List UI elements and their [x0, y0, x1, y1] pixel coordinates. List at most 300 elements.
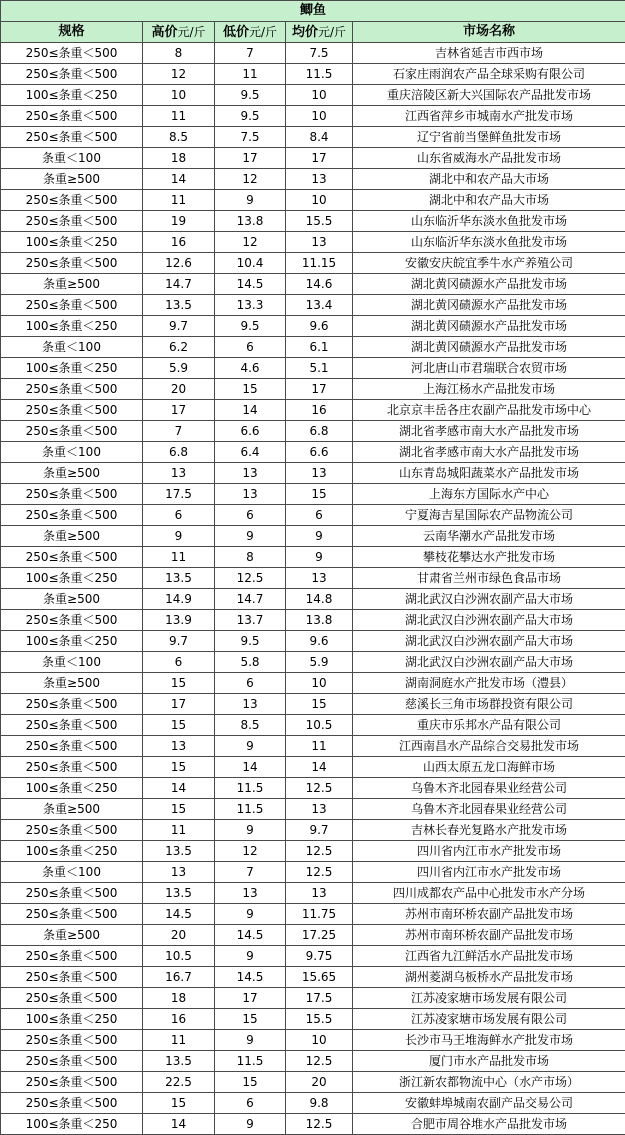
high-price-cell: 17	[143, 400, 215, 421]
high-price-cell: 14	[143, 778, 215, 799]
avg-price-cell: 13	[286, 883, 353, 904]
spec-cell: 250≤条重＜500	[1, 904, 143, 925]
market-name-cell: 湖州菱湖乌板桥水产品批发市场	[353, 967, 625, 988]
low-price-cell: 9	[215, 736, 286, 757]
market-name-cell: 甘肃省兰州市绿色食品市场	[353, 568, 625, 589]
table-row	[1, 967, 625, 988]
high-price-cell: 15	[143, 799, 215, 820]
avg-price-cell: 13	[286, 568, 353, 589]
low-price-cell: 11.5	[215, 799, 286, 820]
low-price-cell: 13.7	[215, 610, 286, 631]
table-row	[1, 1009, 625, 1030]
spec-cell: 250≤条重＜500	[1, 379, 143, 400]
avg-price-cell: 10	[286, 673, 353, 694]
market-name-cell: 苏州市南环桥农副产品批发市场	[353, 925, 625, 946]
high-price-cell: 12	[143, 64, 215, 85]
table-row	[1, 421, 625, 442]
spec-cell: 条重≥500	[1, 169, 143, 190]
spec-cell: 条重≥500	[1, 925, 143, 946]
market-name-cell: 乌鲁木齐北园春果业经营公司	[353, 799, 625, 820]
market-name-cell: 宁夏海吉星国际农产品物流公司	[353, 505, 625, 526]
spec-cell: 条重≥500	[1, 463, 143, 484]
market-name-cell: 厦门市水产品批发市场	[353, 1051, 625, 1072]
avg-price-cell: 11.75	[286, 904, 353, 925]
low-price-cell: 14.5	[215, 925, 286, 946]
high-price-cell: 11	[143, 820, 215, 841]
table-row	[1, 1072, 625, 1093]
high-price-cell: 11	[143, 1030, 215, 1051]
table-row	[1, 736, 625, 757]
market-name-cell: 安徽蚌埠城南农副产品交易公司	[353, 1093, 625, 1114]
table-row	[1, 1030, 625, 1051]
low-price-cell: 6.6	[215, 421, 286, 442]
table-row	[1, 106, 625, 127]
avg-price-cell: 16	[286, 400, 353, 421]
header-low	[215, 22, 286, 43]
low-price-cell: 15	[215, 1072, 286, 1093]
table-row	[1, 652, 625, 673]
avg-price-cell: 17	[286, 148, 353, 169]
avg-price-cell: 13	[286, 232, 353, 253]
market-name-cell: 湖北黄冈碛源水产品批发市场	[353, 295, 625, 316]
low-price-cell: 9	[215, 1114, 286, 1135]
market-name-cell: 上海江杨水产品批发市场	[353, 379, 625, 400]
spec-cell: 250≤条重＜500	[1, 736, 143, 757]
table-row	[1, 379, 625, 400]
market-name-cell: 山东临沂华东淡水鱼批发市场	[353, 232, 625, 253]
market-name-cell: 辽宁省前当堡鲜鱼批发市场	[353, 127, 625, 148]
avg-price-cell: 14.6	[286, 274, 353, 295]
spec-cell: 250≤条重＜500	[1, 43, 143, 64]
high-price-cell: 12.6	[143, 253, 215, 274]
low-price-cell: 6.4	[215, 442, 286, 463]
market-name-cell: 湖北中和农产品大市场	[353, 190, 625, 211]
market-name-cell: 湖北省孝感市南大水产品批发市场	[353, 442, 625, 463]
avg-price-cell: 6.8	[286, 421, 353, 442]
low-price-cell: 6	[215, 337, 286, 358]
avg-price-cell: 15.5	[286, 1009, 353, 1030]
spec-cell: 条重＜100	[1, 652, 143, 673]
table-row	[1, 946, 625, 967]
header-market: 市场名称	[353, 22, 625, 43]
table-row	[1, 526, 625, 547]
header-avg	[286, 22, 353, 43]
market-name-cell: 攀枝花攀达水产批发市场	[353, 547, 625, 568]
low-price-cell: 13	[215, 484, 286, 505]
low-price-cell: 12	[215, 169, 286, 190]
avg-price-cell: 7.5	[286, 43, 353, 64]
avg-price-cell: 12.5	[286, 862, 353, 883]
high-price-cell: 11	[143, 106, 215, 127]
low-price-cell: 9.5	[215, 316, 286, 337]
high-price-cell: 14.5	[143, 904, 215, 925]
avg-price-cell: 13.4	[286, 295, 353, 316]
low-price-cell: 13	[215, 694, 286, 715]
avg-price-cell: 9.7	[286, 820, 353, 841]
avg-price-cell: 10	[286, 106, 353, 127]
high-price-cell: 17.5	[143, 484, 215, 505]
low-price-cell: 9	[215, 526, 286, 547]
table-row	[1, 463, 625, 484]
spec-cell: 条重＜100	[1, 862, 143, 883]
table-row	[1, 232, 625, 253]
low-price-cell: 7.5	[215, 127, 286, 148]
spec-cell: 100≤条重＜250	[1, 1114, 143, 1135]
header-avg-label: 均价	[291, 24, 318, 40]
high-price-cell: 13.5	[143, 295, 215, 316]
spec-cell: 250≤条重＜500	[1, 106, 143, 127]
spec-cell: 条重≥500	[1, 526, 143, 547]
table-row	[1, 484, 625, 505]
avg-price-cell: 15	[286, 484, 353, 505]
low-price-cell: 17	[215, 988, 286, 1009]
spec-cell: 100≤条重＜250	[1, 358, 143, 379]
header-low-unit: 元/斤	[248, 24, 278, 39]
high-price-cell: 15	[143, 673, 215, 694]
low-price-cell: 6	[215, 673, 286, 694]
high-price-cell: 20	[143, 925, 215, 946]
table-row	[1, 1093, 625, 1114]
spec-cell: 100≤条重＜250	[1, 568, 143, 589]
table-row	[1, 904, 625, 925]
avg-price-cell: 10	[286, 1030, 353, 1051]
table-row	[1, 715, 625, 736]
avg-price-cell: 9.75	[286, 946, 353, 967]
table-row	[1, 757, 625, 778]
high-price-cell: 13.5	[143, 1051, 215, 1072]
avg-price-cell: 13	[286, 169, 353, 190]
avg-price-cell: 12.5	[286, 1051, 353, 1072]
market-name-cell: 江苏凌家塘市场发展有限公司	[353, 1009, 625, 1030]
low-price-cell: 9.5	[215, 631, 286, 652]
market-name-cell: 四川成都农产品中心批发市水产分场	[353, 883, 625, 904]
spec-cell: 条重＜100	[1, 442, 143, 463]
table-row	[1, 568, 625, 589]
spec-cell: 条重≥500	[1, 799, 143, 820]
market-name-cell: 重庆涪陵区新大兴国际农产品批发市场	[353, 85, 625, 106]
low-price-cell: 7	[215, 862, 286, 883]
market-name-cell: 江苏凌家塘市场发展有限公司	[353, 988, 625, 1009]
avg-price-cell: 10	[286, 85, 353, 106]
low-price-cell: 8.5	[215, 715, 286, 736]
high-price-cell: 8	[143, 43, 215, 64]
table-row	[1, 316, 625, 337]
table-row	[1, 400, 625, 421]
market-name-cell: 湖北武汉白沙洲农副产品大市场	[353, 610, 625, 631]
table-row	[1, 64, 625, 85]
header-high-unit: 元/斤	[177, 24, 206, 39]
spec-cell: 250≤条重＜500	[1, 1051, 143, 1072]
market-name-cell: 浙江新农都物流中心（水产市场）	[353, 1072, 625, 1093]
high-price-cell: 13.9	[143, 610, 215, 631]
spec-cell: 条重≥500	[1, 589, 143, 610]
avg-price-cell: 14.8	[286, 589, 353, 610]
spec-cell: 条重＜100	[1, 148, 143, 169]
low-price-cell: 13	[215, 883, 286, 904]
high-price-cell: 19	[143, 211, 215, 232]
spec-cell: 100≤条重＜250	[1, 778, 143, 799]
table-row	[1, 925, 625, 946]
spec-cell: 250≤条重＜500	[1, 421, 143, 442]
high-price-cell: 15	[143, 757, 215, 778]
avg-price-cell: 12.5	[286, 1114, 353, 1135]
low-price-cell: 9	[215, 904, 286, 925]
market-name-cell: 吉林长春光复路水产批发市场	[353, 820, 625, 841]
spec-cell: 250≤条重＜500	[1, 820, 143, 841]
spec-cell: 250≤条重＜500	[1, 400, 143, 421]
market-name-cell: 湖北武汉白沙洲农副产品大市场	[353, 631, 625, 652]
low-price-cell: 14.7	[215, 589, 286, 610]
spec-cell: 100≤条重＜250	[1, 232, 143, 253]
low-price-cell: 9	[215, 946, 286, 967]
table-row	[1, 547, 625, 568]
avg-price-cell: 9.6	[286, 631, 353, 652]
market-name-cell: 长沙市马王堆海鲜水产批发市场	[353, 1030, 625, 1051]
avg-price-cell: 13.8	[286, 610, 353, 631]
spec-cell: 250≤条重＜500	[1, 127, 143, 148]
high-price-cell: 18	[143, 148, 215, 169]
spec-cell: 250≤条重＜500	[1, 967, 143, 988]
high-price-cell: 14.7	[143, 274, 215, 295]
spec-cell: 100≤条重＜250	[1, 841, 143, 862]
header-row	[1, 22, 625, 43]
spec-cell: 250≤条重＜500	[1, 1072, 143, 1093]
high-price-cell: 6.8	[143, 442, 215, 463]
table-row	[1, 43, 625, 64]
avg-price-cell: 15.5	[286, 211, 353, 232]
avg-price-cell: 17.5	[286, 988, 353, 1009]
high-price-cell: 20	[143, 379, 215, 400]
avg-price-cell: 9.6	[286, 316, 353, 337]
header-low-label: 低价	[222, 24, 249, 40]
table-row	[1, 442, 625, 463]
spec-cell: 条重≥500	[1, 673, 143, 694]
high-price-cell: 6	[143, 652, 215, 673]
high-price-cell: 14	[143, 169, 215, 190]
table-row	[1, 988, 625, 1009]
high-price-cell: 11	[143, 547, 215, 568]
market-name-cell: 四川省内江市水产批发市场	[353, 862, 625, 883]
spec-cell: 250≤条重＜500	[1, 946, 143, 967]
market-name-cell: 重庆市乐邦水产品有限公司	[353, 715, 625, 736]
market-name-cell: 湖北中和农产品大市场	[353, 169, 625, 190]
high-price-cell: 16	[143, 232, 215, 253]
table-row	[1, 127, 625, 148]
high-price-cell: 15	[143, 1093, 215, 1114]
table-row	[1, 358, 625, 379]
avg-price-cell: 14	[286, 757, 353, 778]
spec-cell: 条重＜100	[1, 337, 143, 358]
table-row	[1, 295, 625, 316]
low-price-cell: 13.8	[215, 211, 286, 232]
high-price-cell: 11	[143, 190, 215, 211]
low-price-cell: 6	[215, 505, 286, 526]
market-name-cell: 江西南昌水产品综合交易批发市场	[353, 736, 625, 757]
table-row	[1, 253, 625, 274]
spec-cell: 250≤条重＜500	[1, 883, 143, 904]
market-name-cell: 苏州市南环桥农副产品批发市场	[353, 904, 625, 925]
low-price-cell: 13.3	[215, 295, 286, 316]
avg-price-cell: 9	[286, 526, 353, 547]
spec-cell: 250≤条重＜500	[1, 484, 143, 505]
table-row	[1, 148, 625, 169]
table-body	[1, 43, 625, 1135]
table-row	[1, 631, 625, 652]
market-name-cell: 湖北黄冈碛源水产品批发市场	[353, 274, 625, 295]
low-price-cell: 11.5	[215, 778, 286, 799]
high-price-cell: 7	[143, 421, 215, 442]
high-price-cell: 9.7	[143, 316, 215, 337]
market-name-cell: 江西省萍乡市城南水产批发市场	[353, 106, 625, 127]
market-name-cell: 吉林省延吉市西市场	[353, 43, 625, 64]
avg-price-cell: 6.6	[286, 442, 353, 463]
low-price-cell: 17	[215, 148, 286, 169]
market-name-cell: 北京京丰岳各庄农副产品批发市场中心	[353, 400, 625, 421]
avg-price-cell: 17	[286, 379, 353, 400]
low-price-cell: 9	[215, 820, 286, 841]
market-name-cell: 河北唐山市君瑞联合农贸市场	[353, 358, 625, 379]
table-title: 鲫鱼	[1, 1, 625, 22]
market-name-cell: 湖北省孝感市南大水产品批发市场	[353, 421, 625, 442]
table-row	[1, 841, 625, 862]
low-price-cell: 9	[215, 190, 286, 211]
high-price-cell: 18	[143, 988, 215, 1009]
header-avg-unit: 元/斤	[317, 24, 347, 39]
table-row	[1, 274, 625, 295]
avg-price-cell: 9	[286, 547, 353, 568]
market-name-cell: 云南华潮水产品批发市场	[353, 526, 625, 547]
header-spec: 规格	[1, 22, 143, 43]
low-price-cell: 9.5	[215, 85, 286, 106]
market-name-cell: 湖北黄冈碛源水产品批发市场	[353, 337, 625, 358]
market-name-cell: 乌鲁木齐北园春果业经营公司	[353, 778, 625, 799]
market-name-cell: 安徽安庆皖宜季牛水产养殖公司	[353, 253, 625, 274]
high-price-cell: 10	[143, 85, 215, 106]
high-price-cell: 13.5	[143, 841, 215, 862]
spec-cell: 250≤条重＜500	[1, 64, 143, 85]
table-row	[1, 1114, 625, 1135]
table-row	[1, 169, 625, 190]
low-price-cell: 15	[215, 1009, 286, 1030]
avg-price-cell: 6	[286, 505, 353, 526]
market-name-cell: 山东临沂华东淡水鱼批发市场	[353, 211, 625, 232]
avg-price-cell: 13	[286, 799, 353, 820]
spec-cell: 250≤条重＜500	[1, 694, 143, 715]
avg-price-cell: 11.15	[286, 253, 353, 274]
high-price-cell: 13.5	[143, 883, 215, 904]
spec-cell: 250≤条重＜500	[1, 1093, 143, 1114]
header-high	[143, 22, 215, 43]
spec-cell: 250≤条重＜500	[1, 211, 143, 232]
table-row	[1, 190, 625, 211]
market-name-cell: 四川省内江市水产批发市场	[353, 841, 625, 862]
avg-price-cell: 5.9	[286, 652, 353, 673]
market-name-cell: 山东青岛城阳蔬菜水产品批发市场	[353, 463, 625, 484]
low-price-cell: 14	[215, 400, 286, 421]
table-row	[1, 505, 625, 526]
spec-cell: 250≤条重＜500	[1, 1030, 143, 1051]
spec-cell: 100≤条重＜250	[1, 316, 143, 337]
avg-price-cell: 10.5	[286, 715, 353, 736]
spec-cell: 100≤条重＜250	[1, 1009, 143, 1030]
table-row	[1, 673, 625, 694]
low-price-cell: 4.6	[215, 358, 286, 379]
high-price-cell: 13	[143, 862, 215, 883]
spec-cell: 100≤条重＜250	[1, 631, 143, 652]
table-row	[1, 778, 625, 799]
spec-cell: 条重≥500	[1, 274, 143, 295]
market-name-cell: 湖北武汉白沙洲农副产品大市场	[353, 589, 625, 610]
low-price-cell: 7	[215, 43, 286, 64]
spec-cell: 250≤条重＜500	[1, 715, 143, 736]
market-name-cell: 湖南洞庭水产批发市场（澧县）	[353, 673, 625, 694]
table-row	[1, 1051, 625, 1072]
table-row	[1, 820, 625, 841]
low-price-cell: 6	[215, 1093, 286, 1114]
market-name-cell: 江西省九江鲜活水产品批发市场	[353, 946, 625, 967]
low-price-cell: 5.8	[215, 652, 286, 673]
market-name-cell: 湖北黄冈碛源水产品批发市场	[353, 316, 625, 337]
spec-cell: 250≤条重＜500	[1, 253, 143, 274]
title-row	[1, 1, 625, 22]
high-price-cell: 13.5	[143, 568, 215, 589]
low-price-cell: 15	[215, 379, 286, 400]
high-price-cell: 13	[143, 736, 215, 757]
high-price-cell: 9	[143, 526, 215, 547]
avg-price-cell: 8.4	[286, 127, 353, 148]
low-price-cell: 14	[215, 757, 286, 778]
low-price-cell: 10.4	[215, 253, 286, 274]
high-price-cell: 15	[143, 715, 215, 736]
high-price-cell: 8.5	[143, 127, 215, 148]
market-name-cell: 山东省威海水产品批发市场	[353, 148, 625, 169]
high-price-cell: 6	[143, 505, 215, 526]
low-price-cell: 11.5	[215, 1051, 286, 1072]
avg-price-cell: 15.65	[286, 967, 353, 988]
spec-cell: 100≤条重＜250	[1, 85, 143, 106]
high-price-cell: 5.9	[143, 358, 215, 379]
low-price-cell: 12	[215, 232, 286, 253]
low-price-cell: 14.5	[215, 967, 286, 988]
low-price-cell: 11	[215, 64, 286, 85]
table-row	[1, 337, 625, 358]
table-row	[1, 85, 625, 106]
avg-price-cell: 15	[286, 694, 353, 715]
table-row	[1, 589, 625, 610]
table-row	[1, 883, 625, 904]
avg-price-cell: 5.1	[286, 358, 353, 379]
spec-cell: 250≤条重＜500	[1, 295, 143, 316]
avg-price-cell: 11.5	[286, 64, 353, 85]
high-price-cell: 10.5	[143, 946, 215, 967]
high-price-cell: 17	[143, 694, 215, 715]
low-price-cell: 14.5	[215, 274, 286, 295]
high-price-cell: 14	[143, 1114, 215, 1135]
avg-price-cell: 12.5	[286, 778, 353, 799]
low-price-cell: 13	[215, 463, 286, 484]
high-price-cell: 13	[143, 463, 215, 484]
header-high-label: 高价	[151, 24, 178, 40]
high-price-cell: 16	[143, 1009, 215, 1030]
spec-cell: 250≤条重＜500	[1, 988, 143, 1009]
high-price-cell: 22.5	[143, 1072, 215, 1093]
market-name-cell: 石家庄雨润农产品全球采购有限公司	[353, 64, 625, 85]
market-name-cell: 上海东方国际水产中心	[353, 484, 625, 505]
spec-cell: 250≤条重＜500	[1, 505, 143, 526]
market-name-cell: 湖北武汉白沙洲农副产品大市场	[353, 652, 625, 673]
high-price-cell: 14.9	[143, 589, 215, 610]
market-name-cell: 慈溪长三角市场群投资有限公司	[353, 694, 625, 715]
